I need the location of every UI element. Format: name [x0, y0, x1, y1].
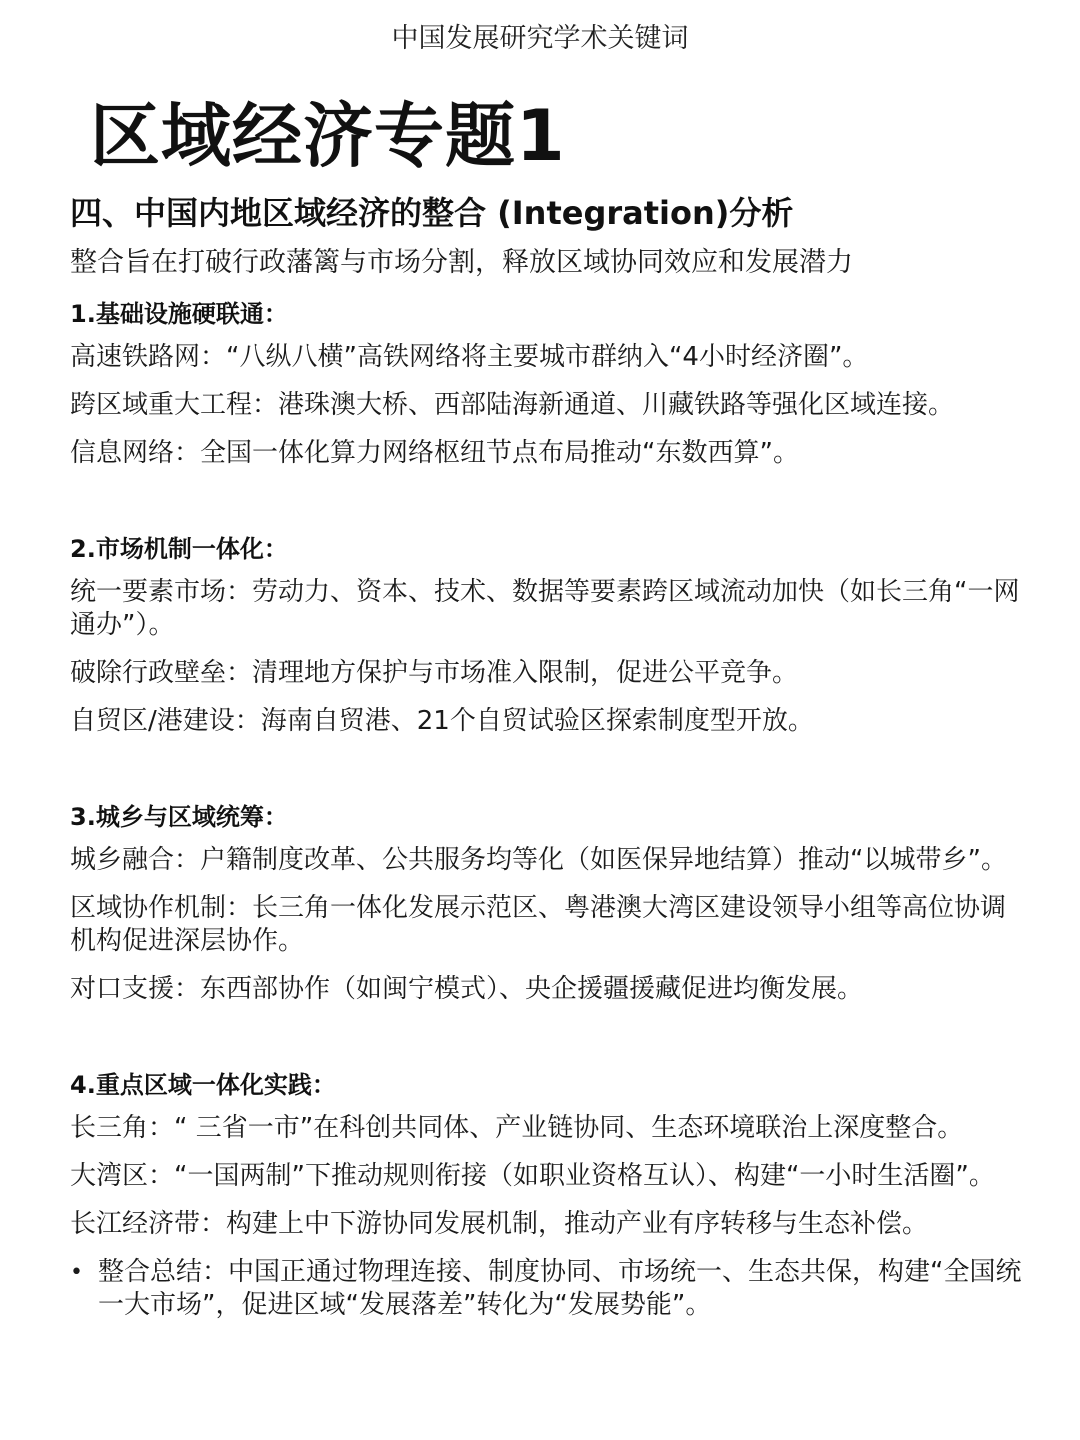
section-heading: 四、中国内地区域经济的整合 (Integration)分析 [70, 194, 794, 232]
group-urban-rural [70, 797, 1030, 1006]
list-item: 长三角：“ 三省一市”在科创共同体、产业链协同、生态环境联治上深度整合。 [70, 1112, 964, 1143]
list-item: 对口支援：东西部协作（如闽宁模式）、央企援疆援藏促进均衡发展。 [70, 973, 864, 1004]
group-key-regions [70, 1065, 1030, 1241]
group-infrastructure [70, 294, 1030, 470]
list-item: 高速铁路网：“八纵八横”高铁网络将主要城市群纳入“4小时经济圈”。 [70, 341, 869, 372]
group-market [70, 529, 1030, 738]
summary-bullet-item [70, 1256, 1030, 1322]
section-intro: 整合旨在打破行政藩篱与市场分割，释放区域协同效应和发展潜力 [70, 247, 853, 278]
list-item: 跨区域重大工程：港珠澳大桥、西部陆海新通道、川藏铁路等强化区域连接。 [70, 389, 955, 420]
group-heading: 3.城乡与区域统筹： [70, 802, 288, 831]
list-item: 信息网络：全国一体化算力网络枢纽节点布局推动“东数西算”。 [70, 437, 799, 468]
list-item: 统一要素市场：劳动力、资本、技术、数据等要素跨区域流动加快（如长三角“一网通办”）。 [70, 576, 1020, 640]
list-item: 大湾区：“一国两制”下推动规则衔接（如职业资格互认）、构建“一小时生活圈”。 [70, 1160, 995, 1191]
document-body [70, 188, 1030, 1322]
list-item: 长江经济带：构建上中下游协同发展机制，推动产业有序转移与生态补偿。 [70, 1208, 929, 1239]
list-item: 破除行政壁垒：清理地方保护与市场准入限制，促进公平竞争。 [70, 657, 799, 688]
list-item: 自贸区/港建设：海南自贸港、21个自贸试验区探索制度型开放。 [70, 705, 814, 736]
bullet-icon: • [70, 1259, 83, 1285]
page-title: 区域经济专题1 [90, 95, 566, 177]
list-item: 城乡融合：户籍制度改革、公共服务均等化（如医保异地结算）推动“以城带乡”。 [70, 844, 1007, 875]
group-heading: 4.重点区域一体化实践： [70, 1070, 336, 1099]
page-header: 中国发展研究学术关键词 [391, 23, 689, 54]
summary-text: 整合总结：中国正通过物理连接、制度协同、市场统一、生态共保，构建“全国统一大市场”，促进区域“发展落差”转化为“发展势能”。 [98, 1256, 1022, 1320]
group-heading: 2.市场机制一体化： [70, 534, 288, 563]
list-item: 区域协作机制：长三角一体化发展示范区、粤港澳大湾区建设领导小组等高位协调机构促进深层协作。 [70, 892, 1007, 956]
group-heading: 1.基础设施硬联通： [70, 299, 288, 328]
